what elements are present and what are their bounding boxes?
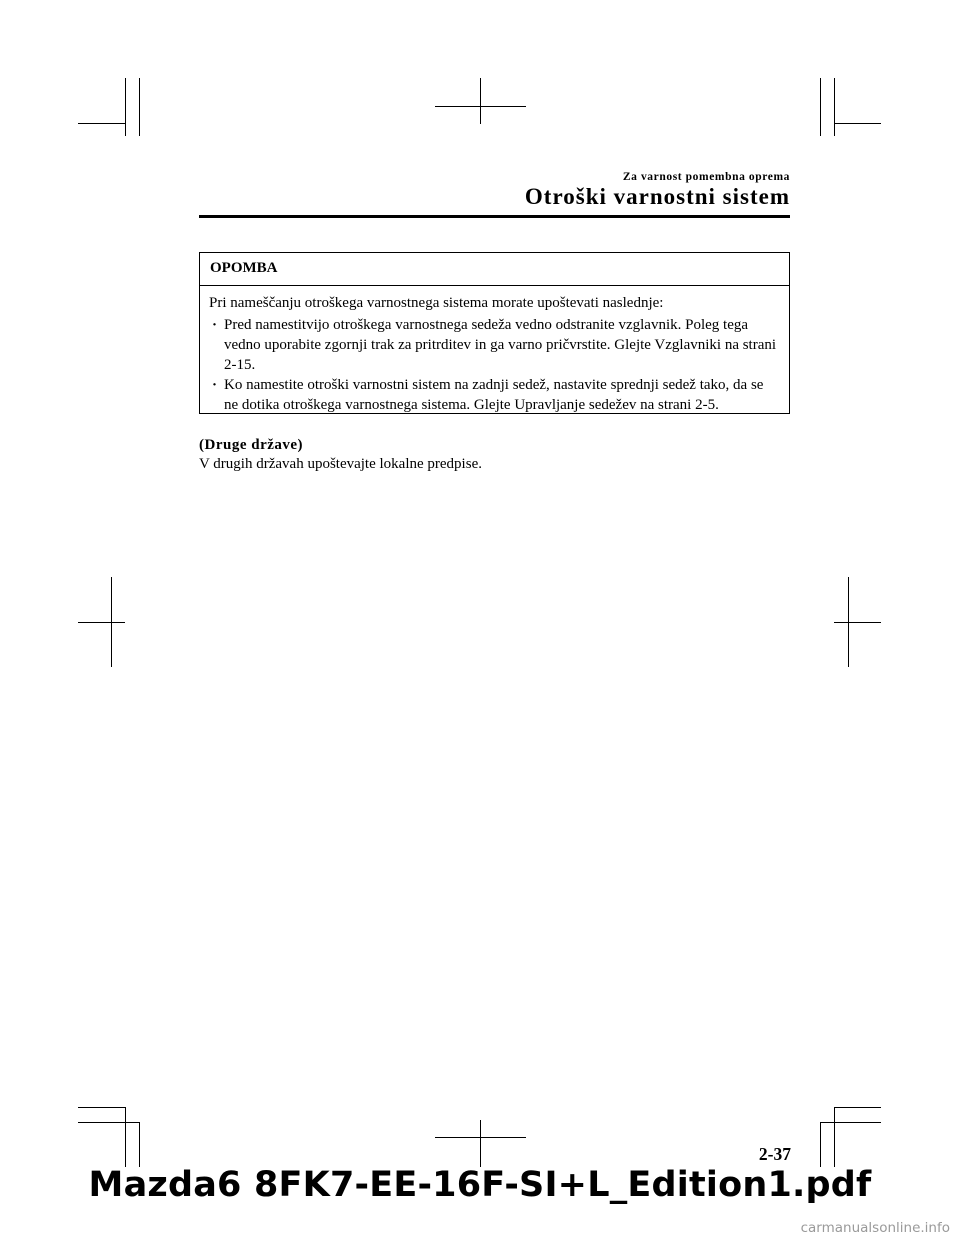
crop-mark — [480, 1120, 481, 1167]
crop-mark — [78, 1107, 125, 1108]
crop-mark — [834, 1107, 835, 1167]
crop-mark — [834, 622, 881, 623]
crop-mark — [78, 1122, 139, 1123]
header-rule — [199, 215, 790, 218]
crop-mark — [139, 1122, 140, 1167]
crop-mark — [820, 78, 821, 136]
crop-mark — [834, 1107, 881, 1108]
section-title: Otroški varnostni sistem — [524, 184, 790, 209]
note-list — [209, 315, 777, 415]
note-item: · Pred namestitvijo otroškega varnostnega sedeža vedno odstranite vzglavnik. Poleg tega vedno uporabite zgornji trak za pritrditev in ga varno pričvrstite. Glejte Vzglavniki na strani 2-15. — [209, 315, 777, 375]
note-heading: OPOMBA — [200, 253, 789, 286]
note-box — [199, 252, 790, 414]
crop-mark — [125, 1107, 126, 1167]
page-number: 2-37 — [758, 1144, 791, 1164]
body-paragraph: V drugih državah upoštevajte lokalne predpise. — [199, 456, 482, 472]
crop-mark — [78, 123, 125, 124]
crop-mark — [834, 78, 835, 136]
crop-mark — [820, 1122, 881, 1123]
crop-mark — [820, 1122, 821, 1167]
crop-mark — [125, 78, 126, 136]
crop-mark — [78, 622, 125, 623]
footer-filename: Mazda6 8FK7-EE-16F-SI+L_Edition1.pdf — [88, 1165, 872, 1205]
note-body — [200, 286, 789, 415]
crop-mark — [480, 78, 481, 124]
crop-mark — [139, 78, 140, 136]
subheading: (Druge države) — [199, 437, 304, 453]
note-item: · Ko namestite otroški varnostni sistem na zadnji sedež, nastavite sprednji sedež tako, da se ne dotika otroškega varnostnega sistema. Glejte Upravljanje sedežev na strani 2-5. — [209, 375, 777, 415]
watermark: carmanualsonline.info — [800, 1220, 950, 1236]
crop-mark — [435, 1137, 526, 1138]
crop-mark — [834, 123, 881, 124]
note-intro: Pri nameščanju otroškega varnostnega sistema morate upoštevati naslednje: — [209, 295, 664, 311]
section-label: Za varnost pomembna oprema — [622, 171, 790, 183]
crop-mark — [435, 106, 526, 107]
